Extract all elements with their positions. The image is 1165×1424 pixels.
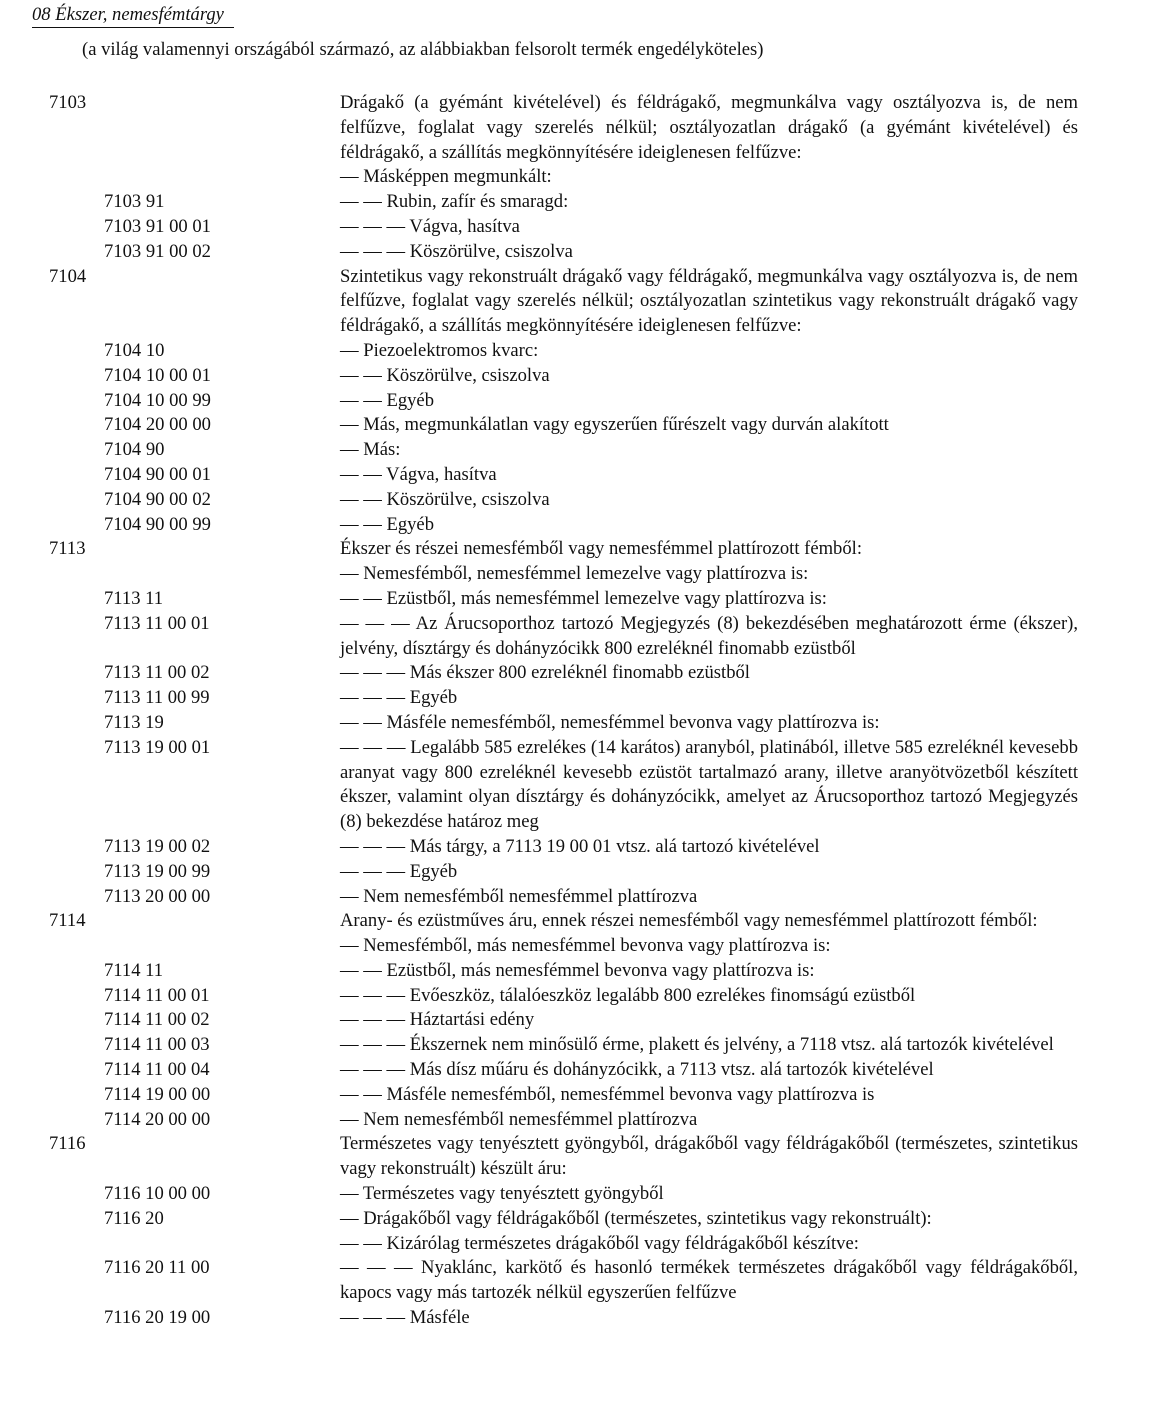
tariff-row (0, 934, 1165, 959)
tariff-row (0, 265, 1165, 339)
tariff-row (0, 1132, 1165, 1182)
tariff-row (0, 537, 1165, 562)
tariff-row (0, 1232, 1165, 1257)
tariff-description: — Másképpen megmunkált: (340, 166, 552, 188)
tariff-description: — — Másféle nemesfémből, nemesfémmel bevonva vagy plattírozva is: (340, 711, 880, 733)
tariff-row (0, 612, 1165, 662)
tariff-row (0, 1058, 1165, 1083)
tariff-description: — Drágakőből vagy féldrágakőből (természetes, szintetikus vagy rekonstruált): (340, 1207, 932, 1229)
tariff-code: 7116 20 (104, 1207, 164, 1229)
tariff-code: 7116 20 19 00 (104, 1307, 211, 1329)
tariff-code: 7114 11 00 03 (104, 1034, 210, 1056)
tariff-row (0, 835, 1165, 860)
tariff-code: 7104 90 00 02 (104, 488, 211, 510)
tariff-code: 7116 (49, 1133, 86, 1155)
tariff-row (0, 959, 1165, 984)
tariff-code: 7104 90 (104, 439, 165, 461)
tariff-row (0, 463, 1165, 488)
tariff-code: 7113 19 00 02 (104, 835, 211, 857)
tariff-code: 7103 91 00 02 (104, 240, 211, 262)
tariff-description: — — Másféle nemesfémből, nemesfémmel bevonva vagy plattírozva is (340, 1083, 875, 1105)
tariff-row (0, 364, 1165, 389)
tariff-row (0, 1033, 1165, 1058)
tariff-description: — Természetes vagy tenyésztett gyöngyből (340, 1183, 664, 1205)
tariff-description: — — — Más ékszer 800 ezreléknél finomabb ezüstből (340, 662, 750, 684)
tariff-description: — Más, megmunkálatlan vagy egyszerűen fűrészelt vagy durván alakított (340, 414, 889, 436)
tariff-description: — — — Háztartási edény (340, 1009, 535, 1031)
tariff-row (0, 91, 1165, 165)
tariff-code: 7113 11 00 01 (104, 612, 210, 634)
tariff-row (0, 339, 1165, 364)
tariff-code: 7116 20 11 00 (104, 1257, 210, 1279)
tariff-description: — — Köszörülve, csiszolva (340, 364, 550, 386)
tariff-row (0, 413, 1165, 438)
tariff-description: — — — Más tárgy, a 7113 19 00 01 vtsz. alá tartozó kivételével (340, 835, 820, 857)
tariff-code: 7103 91 00 01 (104, 215, 211, 237)
tariff-description: Szintetikus vagy rekonstruált drágakő vagy féldrágakő, megmunkálva vagy osztályozva is, de nem felfűzve, foglalat vagy szerelés nélkül; osztályozatlan szintetikus vagy rekonstruált drágakő vagy féldrágakő, a szállítás megkönnyítésére ideiglenesen felfűzve: (340, 265, 1078, 337)
tariff-row (0, 711, 1165, 736)
tariff-description: — Más: (340, 439, 401, 461)
tariff-description: Drágakő (a gyémánt kivételével) és féldrágakő, megmunkálva vagy osztályozva is, de nem felfűzve, foglalat vagy szerelés nélkül; osztályozatlan drágakő (a gyémánt kivételével) és féldrágakő, a szállítás megkönnyítésére ideiglenesen felfűzve: (340, 92, 1078, 163)
tariff-code: 7113 (49, 538, 86, 560)
tariff-description: — — Vágva, hasítva (340, 463, 497, 485)
tariff-description: — Nem nemesfémből nemesfémmel plattírozva (340, 1108, 698, 1130)
tariff-description: — — Ezüstből, más nemesfémmel lemezelve vagy plattírozva is: (340, 587, 827, 609)
tariff-description: — — Ezüstből, más nemesfémmel bevonva vagy plattírozva is: (340, 959, 815, 981)
tariff-code: 7114 11 (104, 959, 164, 981)
tariff-description: — — — Vágva, hasítva (340, 215, 520, 237)
tariff-description: — — Rubin, zafír és smaragd: (340, 191, 569, 213)
tariff-row (0, 389, 1165, 414)
tariff-code: 7113 19 00 01 (104, 736, 211, 758)
tariff-row (0, 1083, 1165, 1108)
tariff-row (0, 190, 1165, 215)
tariff-description: — — Köszörülve, csiszolva (340, 488, 550, 510)
tariff-row (0, 1108, 1165, 1133)
tariff-code: 7114 20 00 00 (104, 1108, 211, 1130)
tariff-code: 7113 11 00 99 (104, 687, 210, 709)
tariff-row (0, 984, 1165, 1009)
tariff-row (0, 1256, 1165, 1306)
tariff-code: 7104 90 00 01 (104, 463, 211, 485)
tariff-description: — — — Nyaklánc, karkötő és hasonló termékek természetes drágakőből vagy féldrágakőből, kapocs vagy más tartozék nélkül egyszerűen felfűzve (340, 1257, 1078, 1304)
tariff-code: 7104 10 00 99 (104, 389, 211, 411)
tariff-code: 7104 90 00 99 (104, 513, 211, 535)
tariff-code: 7103 (49, 92, 87, 113)
tariff-description: — — — Ékszernek nem minősülő érme, plakett és jelvény, a 7118 vtsz. alá tartozók kivételével (340, 1034, 1054, 1056)
tariff-description: — Nemesfémből, más nemesfémmel bevonva vagy plattírozva is: (340, 935, 831, 957)
tariff-description: — Piezoelektromos kvarc: (340, 339, 539, 361)
tariff-code: 7104 10 00 01 (104, 364, 211, 386)
tariff-description: — Nem nemesfémből nemesfémmel plattírozva (340, 885, 698, 907)
tariff-row (0, 562, 1165, 587)
tariff-code: 7116 10 00 00 (104, 1183, 211, 1205)
tariff-code: 7114 11 00 02 (104, 1009, 210, 1031)
tariff-code: 7113 19 (104, 711, 164, 733)
tariff-description: — — — Egyéb (340, 860, 458, 882)
tariff-row (0, 1008, 1165, 1033)
tariff-description: — — — Más dísz műáru és dohányzócikk, a 7113 vtsz. alá tartozók kivételével (340, 1059, 934, 1081)
tariff-code: 7114 11 00 01 (104, 984, 210, 1006)
tariff-row (0, 165, 1165, 190)
tariff-row (0, 438, 1165, 463)
tariff-code: 7104 10 (104, 339, 165, 361)
tariff-row (0, 909, 1165, 934)
tariff-description: Arany- és ezüstműves áru, ennek részei nemesfémből vagy nemesfémmel plattírozott fémből: (340, 910, 1038, 932)
tariff-description: — — — Másféle (340, 1307, 470, 1329)
tariff-code: 7113 11 (104, 587, 164, 609)
tariff-row (0, 661, 1165, 686)
tariff-row (0, 1182, 1165, 1207)
tariff-row (0, 488, 1165, 513)
page-header: 08 Ékszer, nemesfémtárgy (32, 4, 234, 28)
page-subheader: (a világ valamennyi országából származó, az alábbiakban felsorolt termék engedélyköteles) (82, 39, 764, 60)
tariff-code: 7113 20 00 00 (104, 885, 211, 907)
tariff-row (0, 736, 1165, 835)
tariff-code: 7104 20 00 00 (104, 414, 211, 436)
tariff-description: Természetes vagy tenyésztett gyöngyből, drágakőből vagy féldrágakőből (természetes, szintetikus vagy rekonstruált) készült áru: (340, 1133, 1078, 1180)
tariff-row (0, 1306, 1165, 1331)
tariff-description: — Nemesfémből, nemesfémmel lemezelve vagy plattírozva is: (340, 563, 809, 585)
tariff-description: — — — Egyéb (340, 687, 458, 709)
tariff-description: Ékszer és részei nemesfémből vagy nemesfémmel plattírozott fémből: (340, 538, 862, 560)
tariff-row (0, 240, 1165, 265)
tariff-code: 7114 19 00 00 (104, 1083, 211, 1105)
tariff-description: — — Kizárólag természetes drágakőből vagy féldrágakőből készítve: (340, 1232, 859, 1254)
tariff-row (0, 587, 1165, 612)
tariff-row (0, 686, 1165, 711)
tariff-code: 7114 (49, 910, 86, 932)
tariff-code: 7113 19 00 99 (104, 860, 211, 882)
tariff-description: — — Egyéb (340, 389, 434, 411)
tariff-code: 7104 (49, 265, 87, 287)
tariff-row (0, 885, 1165, 910)
tariff-row (0, 513, 1165, 538)
tariff-row (0, 1207, 1165, 1232)
tariff-code: 7113 11 00 02 (104, 662, 210, 684)
tariff-code: 7103 91 (104, 191, 165, 213)
tariff-description: — — — Az Árucsoporthoz tartozó Megjegyzés (8) bekezdésében meghatározott érme (ékszer), jelvény, dísztárgy és dohányzócikk 800 ezreléknél finomabb ezüstből (340, 612, 1078, 659)
tariff-description: — — — Evőeszköz, tálalóeszköz legalább 800 ezrelékes finomságú ezüstből (340, 984, 916, 1006)
tariff-code: 7114 11 00 04 (104, 1059, 210, 1081)
tariff-description: — — Egyéb (340, 513, 434, 535)
tariff-row (0, 215, 1165, 240)
tariff-row (0, 860, 1165, 885)
tariff-table (0, 91, 1165, 1331)
tariff-description: — — — Legalább 585 ezrelékes (14 karátos) aranyból, platinából, illetve 585 ezreléknél kevesebb aranyat vagy 800 ezreléknél kevesebb ezüstöt tartalmazó arany, illetve aranyötvözetből készített ékszer, valamint olyan dísztárgy és dohányzócikk, amelyet az Árucsoporthoz tartozó Megjegyzés (8) bekezdése határoz meg (340, 736, 1078, 833)
tariff-description: — — — Köszörülve, csiszolva (340, 240, 573, 262)
